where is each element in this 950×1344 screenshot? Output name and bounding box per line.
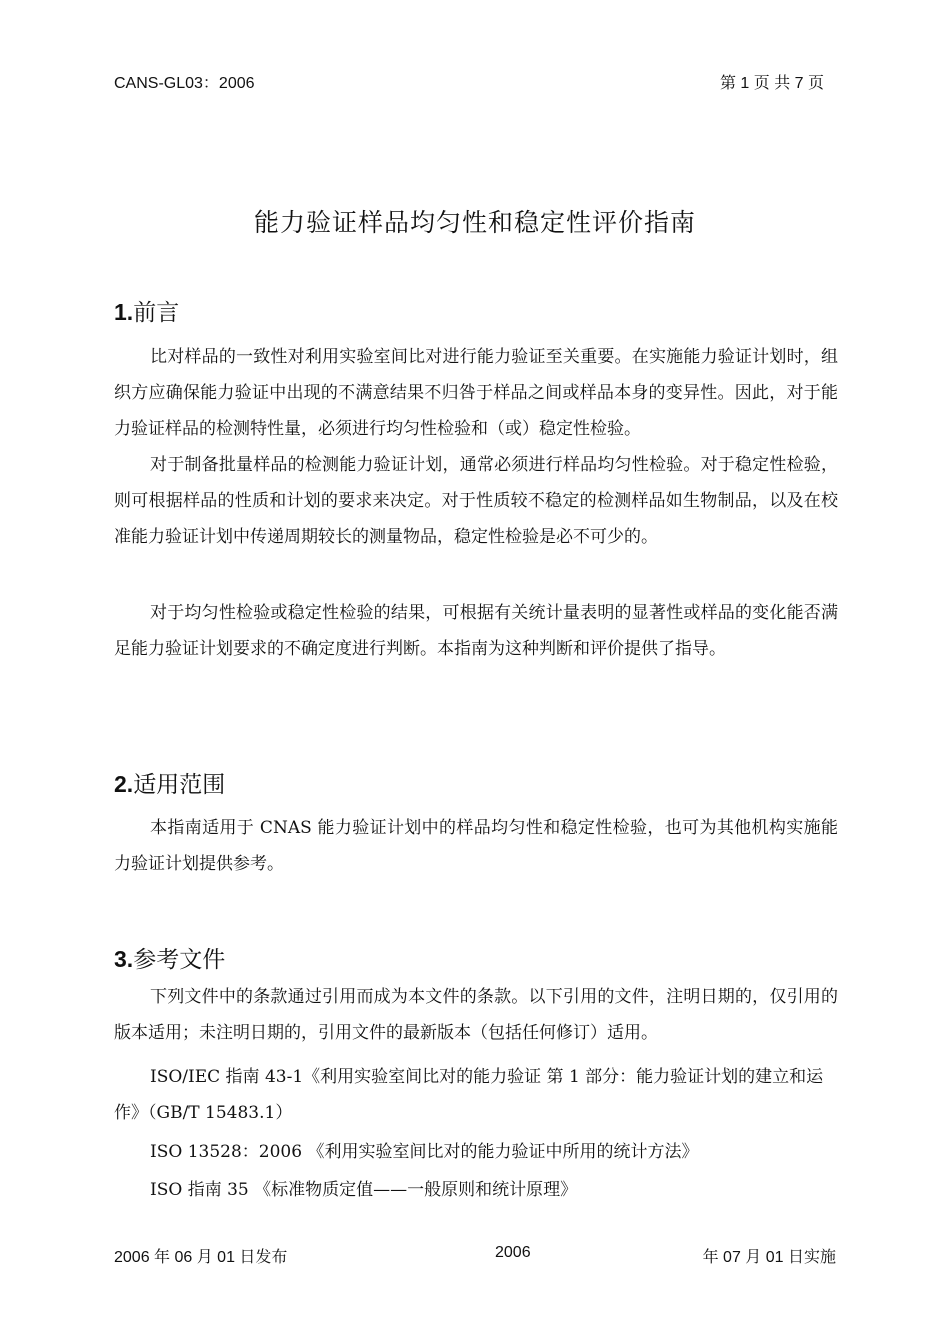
reference-item: ISO 指南 35 《标准物质定值——一般原则和统计原理》 (150, 1180, 578, 1200)
section-number: 3. (114, 946, 134, 972)
section-number: 1. (114, 299, 134, 325)
paragraph: 本指南适用于 CNAS 能力验证计划中的样品均匀性和稳定性检验，也可为其他机构实施能力验证计划提供参考。 (114, 818, 838, 874)
reference-item: ISO/IEC 指南 43-1《利用实验室间比对的能力验证 第 1 部分：能力验证计划的建立和运作》（GB/T 15483.1） (114, 1067, 824, 1123)
section-heading-scope (114, 766, 225, 799)
header-doc-code: CANS-GL03：2006 (114, 75, 255, 92)
paragraph: 对于制备批量样品的检测能力验证计划，通常必须进行样品均匀性检验。对于稳定性检验，则可根据样品的性质和计划的要求来决定。对于性质较不稳定的检测样品如生物制品，以及在校准能力验证计划中传递周期较长的测量物品，稳定性检验是必不可少的。 (114, 455, 838, 547)
header-page-info: 第 1 页 共 7 页 (719, 75, 824, 92)
section-heading-references (114, 941, 225, 974)
paragraph: 对于均匀性检验或稳定性检验的结果，可根据有关统计量表明的显著性或样品的变化能否满足能力验证计划要求的不确定度进行判断。本指南为这种判断和评价提供了指导。 (114, 603, 838, 659)
section-heading-preface (114, 294, 179, 327)
footer-center: 2006 (495, 1244, 531, 1261)
section-title: 前言 (133, 299, 180, 325)
footer-issued-date: 2006 年 06 月 01 日发布 (114, 1249, 288, 1266)
document-title: 能力验证样品均匀性和稳定性评价指南 (253, 209, 696, 237)
section-number: 2. (114, 771, 134, 797)
reference-item: ISO 13528：2006 《利用实验室间比对的能力验证中所用的统计方法》 (150, 1142, 699, 1162)
paragraph: 比对样品的一致性对利用实验室间比对进行能力验证至关重要。在实施能力验证计划时，组织方应确保能力验证中出现的不满意结果不归咎于样品之间或样品本身的变异性。因此，对于能力验证样品的检测特性量，必须进行均匀性检验和（或）稳定性检验。 (114, 347, 838, 439)
section-title: 参考文件 (133, 946, 226, 972)
footer-effective-date: 年 07 月 01 日实施 (702, 1249, 836, 1266)
paragraph: 下列文件中的条款通过引用而成为本文件的条款。以下引用的文件，注明日期的，仅引用的版本适用；未注明日期的，引用文件的最新版本（包括任何修订）适用。 (114, 987, 838, 1043)
section-title: 适用范围 (133, 771, 226, 797)
